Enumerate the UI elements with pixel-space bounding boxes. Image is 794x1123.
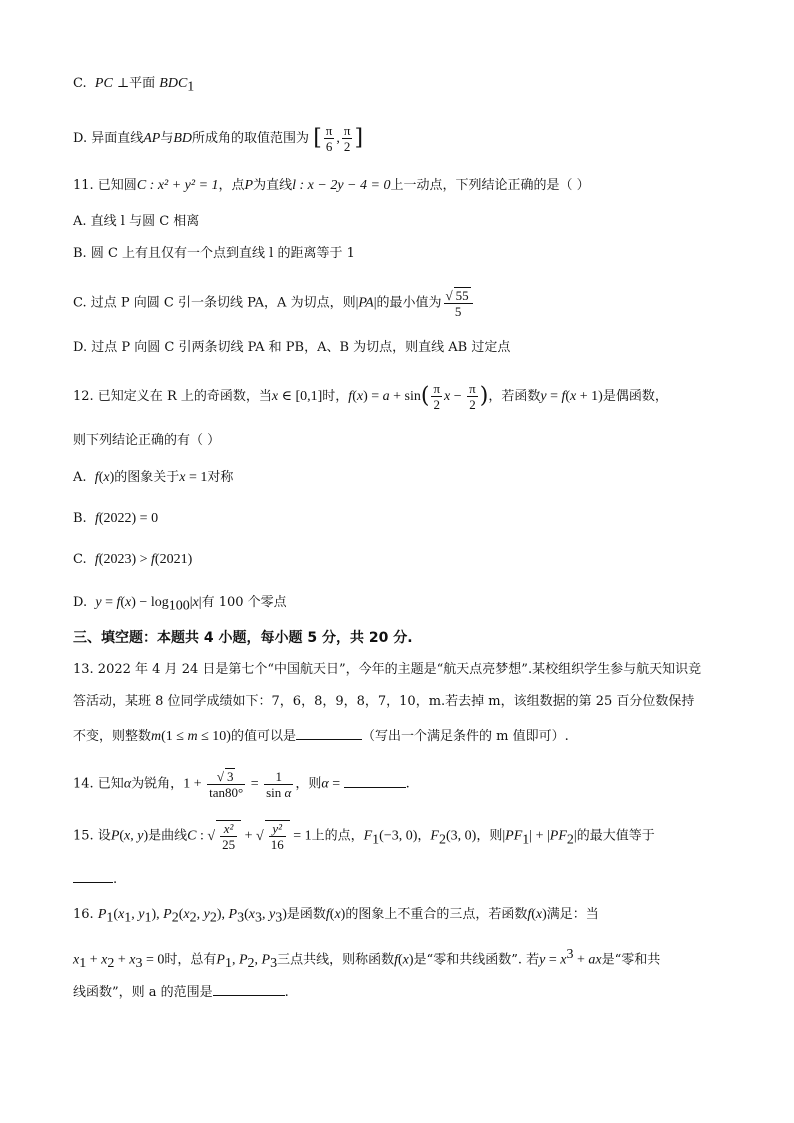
q16-l2-tail: 是“零和共 [601,952,661,968]
option-10d: D. 异面直线AP与BD所成角的取值范围为 [ $\frac{\pi}{6}$ , $\frac{\pi}{2}$ ] [73,123,364,154]
q11c-text2: 的最小值为 [376,295,442,311]
q11-lead: 11. 已知圆 [73,178,137,193]
q11c-text: C. 过点 P 向圆 C 引一条切线 PA，A 为切点，则 [73,295,356,311]
q11-mid: ，点 [218,178,245,193]
q12a-text: 的图象关于 [114,470,180,485]
q12-mid: 时， [322,389,349,404]
q13-tail: （写出一个满足条件的 m 值即可）. [362,729,569,744]
q16-tail: 满足：当 [546,907,599,922]
q13-line3: 不变，则整数m(1 ≤ m ≤ 10)的值可以是 （写出一个满足条件的 m 值即可）. [73,729,569,744]
question-15: 15. 设P(x, y)是曲线C : √ $\frac{\text{x²}}{25}$ + √ $\frac{\text{y²}}{16}$ = 1上的点，$F_1(-3$, 0)，$F_2(3$, 0)，则$|PF_1| + |PF_2|$的最大值等于 [73,821,655,852]
q16-line3: 线函数”，则 a 的范围是 . [73,985,289,1000]
option-11a: A. 直线 l 与圆 C 相离 [73,214,200,229]
option-12d: D. $y = f(x) - \log_{100}|x|$有 100 个零点 [73,595,287,614]
q16-l2-mid2: 是“零和共线函数”. 若 [413,952,540,968]
q13-line2: 答活动，某班 8 位同学成绩如下：7，6，8，9，8，7，10，m.若去掉 m，该组数据的第 25 百分位数保持 [73,694,695,709]
q12-line2: 则下列结论正确的有（ ） [73,433,221,448]
q16-mid2: 的图象上不重合的三点，若函数 [345,907,528,922]
q13-line1: 13. 2022 年 4 月 24 日是第七个“中国航天日”，今年的主题是“航天点亮梦想”.某校组织学生参与航天知识竞 [73,662,702,677]
question-12: 12. 已知定义在 R 上的奇函数，当x ∈ [0,1]时，f(x) = a + sin( $\frac{\pi}{2}$ x − $\frac{\pi}{2}$ )，若函数y = f(x + 1)是偶函数， [73,381,668,412]
option-12b: B. f(2022) = 0 [73,511,159,526]
option-11b: B. 圆 C 上有且仅有一个点到直线 l 的距离等于 1 [73,246,355,261]
question-11: 11. 已知圆C : x² + y² = 1，点P为直线l : x − 2y − 4 = 0上一动点，下列结论正确的是（ ） [73,178,590,193]
q14-pre: 14. 已知 [73,776,124,792]
q16-l2-mid: 三点共线，则称函数 [277,952,395,968]
q16-line2: $x_1 + x_2 + x_3 = 0$时，总有$P_1$, $P_2$, $P_3$三点共线，则称函数f(x)是“零和共线函数”. 若$y = x^3$ + ax是“零和共 [73,947,661,971]
q13-mid: 的值可以是 [230,729,296,744]
answer-blank-15[interactable] [73,870,113,883]
option-10d-text3: 所成角的取值范围为 [192,131,310,146]
q14-mid: 为锐角， [131,776,184,792]
q15-mid: 是曲线 [148,828,188,844]
q11-mid2: 为直线 [253,178,293,193]
answer-blank-13[interactable] [296,727,362,740]
option-11d: D. 过点 P 向圆 C 引两条切线 PA 和 PB，A、B 为切点，则直线 AB 过定点 [73,340,511,355]
q15-mid2: 上的点， [311,828,364,844]
q11-circle-eq: C : x² + y² = 1 [136,178,219,193]
q15-tail2: 的最大值等于 [576,828,655,844]
option-12c: C. f(2023) > f(2021) [73,552,193,567]
q13-pre: 不变，则整数 [73,729,152,744]
q12-lead: 12. 已知定义在 R 上的奇函数，当 [73,389,272,404]
q12-tail: ，若函数 [488,389,541,404]
q14-tail: ，则 [295,776,322,792]
option-11c: C. 过点 P 向圆 C 引一条切线 PA，A 为切点，则|PA|的最小值为 $\frac{√ 55}{5}$ [73,287,754,319]
q11-line-eq: l : x − 2y − 4 = 0 [292,178,391,193]
answer-blank-14[interactable] [344,775,406,788]
question-14: 14. 已知α为锐角，1 + $\frac{√ 3}{\tan 80^\circ}$ = $\frac{1}{\text{sin α}}$ ，则α = . [73,768,410,800]
q16-pre: 16. [73,907,94,922]
q16-line1: 16. $P_1(x_1$, $y_1$), $P_2(x_2$, $y_2$), $P_3(x_3$, $y_3$)是函数f(x)的图象上不重合的三点，若函数f(x)满足：当 [73,907,599,926]
section-3-heading: 三、填空题：本题共 4 小题，每小题 5 分，共 20 分. [73,630,413,646]
q16-mid: 是函数 [286,907,326,922]
q15-tail: ，则 [476,828,503,844]
q12-tail2: 是偶函数， [602,389,668,404]
option-10c: C. PC ⊥平面 $BDC_1$ [73,76,195,95]
option-10d-text: D. 异面直线 [73,131,144,146]
option-10d-text2: 与 [160,131,174,146]
option-12a: A. f(x)的图象关于x = 1对称 [73,470,234,485]
q12d-text: 有 100 个零点 [201,595,287,610]
q16-l3-text: 线函数”，则 a 的范围是 [73,985,213,1000]
q16-l2-pre: 时，总有 [164,952,217,968]
q15-answer-line: . [73,870,754,890]
q15-pre: 15. 设 [73,828,111,844]
q12a-text2: 对称 [207,470,234,485]
answer-blank-16[interactable] [213,983,285,996]
q11-tail: 上一动点，下列结论正确的是（ ） [390,178,590,193]
